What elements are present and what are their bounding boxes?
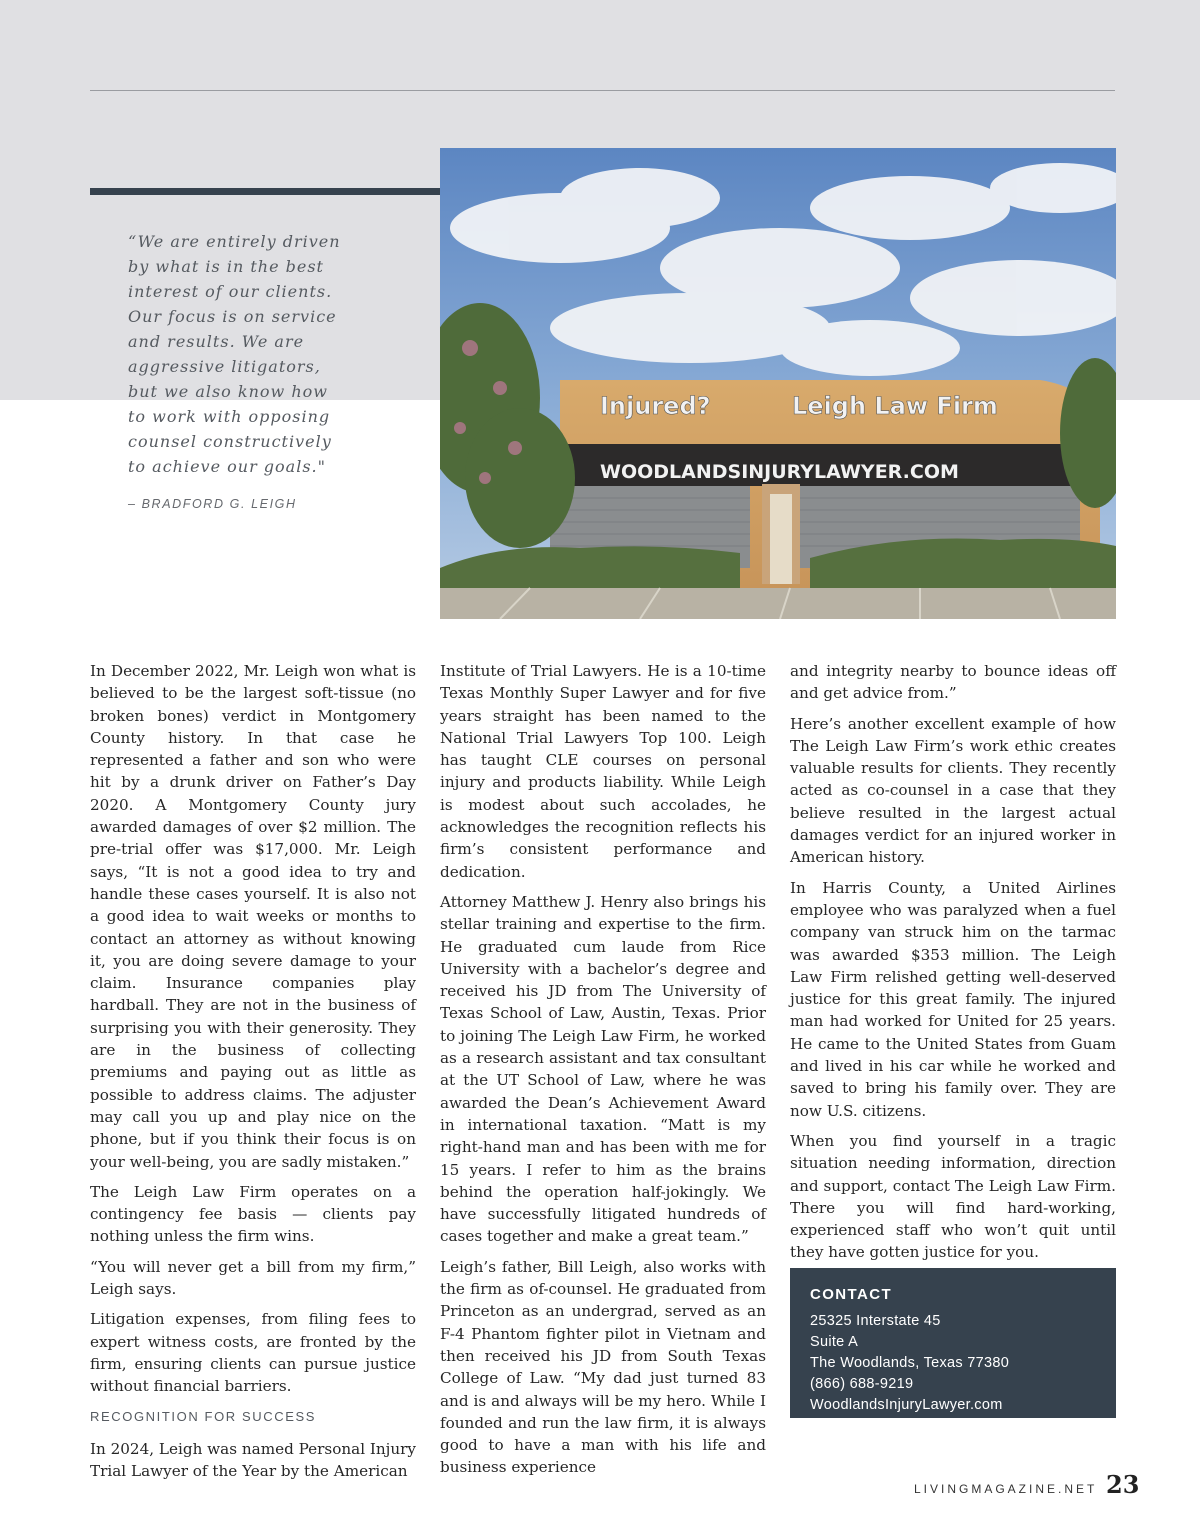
page-number: 23 bbox=[1106, 1470, 1140, 1499]
contact-address-line2: Suite A bbox=[810, 1334, 859, 1350]
quote-accent-bar bbox=[90, 188, 442, 195]
pull-quote: “We are entirely driven by what is in the best interest of our clients. Our focus is on service and results. We are aggressive litigators, but we also know how to work with opposing counsel constructively to achieve our goals." bbox=[128, 232, 341, 476]
law-firm-building-photo bbox=[440, 148, 1116, 619]
article-paragraph: In 2024, Leigh was named Personal Injury Trial Lawyer of the Year by the American bbox=[90, 1439, 416, 1481]
contact-city: The Woodlands, Texas 77380 bbox=[810, 1355, 1010, 1371]
section-subheading: RECOGNITION FOR SUCCESS bbox=[90, 1408, 317, 1424]
article-paragraph: Institute of Trial Lawyers. He is a 10-time Texas Monthly Super Lawyer and for five years straight has been named to the National Trial Lawyers Top 100. Leigh has taught CLE courses on personal injury and products liability. While Leigh is modest about such accolades, he acknowledges the recognition reflects his firm’s consistent performance and dedication. bbox=[440, 662, 766, 881]
contact-phone[interactable]: (866) 688-9219 bbox=[810, 1376, 914, 1392]
sign-firm-text: Leigh Law Firm bbox=[792, 392, 998, 420]
contact-website[interactable]: WoodlandsInjuryLawyer.com bbox=[810, 1397, 1003, 1413]
article-paragraph: and integrity nearby to bounce ideas off and get advice from.” bbox=[790, 662, 1116, 703]
article-paragraph: The Leigh Law Firm operates on a contingency fee basis — clients pay nothing unless the firm wins. bbox=[90, 1182, 416, 1246]
sign-injured-text: Injured? bbox=[600, 392, 711, 420]
article-paragraph: Here’s another excellent example of how The Leigh Law Firm’s work ethic creates valuable results for clients. They recently acted as co-counsel in a case that they believe resulted in the largest actual damages verdict for an injured worker in American history. bbox=[790, 714, 1116, 867]
contact-address-line1: 25325 Interstate 45 bbox=[810, 1313, 941, 1329]
article-paragraph: In December 2022, Mr. Leigh won what is believed to be the largest soft-tissue (no broken bones) verdict in Montgomery County history. In that case he represented a father and son who were hit by a drunk driver on Father’s Day 2020. A Montgomery County jury awarded damages of over $2 million. The pre-trial offer was $17,000. Mr. Leigh says, “It is not a good idea to try and handle these cases yourself. It is also not a good idea to wait weeks or months to contact an attorney as without knowing it, you are doing severe damage to your claim. Insurance companies play hardball. They are not in the business of surprising you with their generosity. They are in the business of collecting premiums and paying out as little as possible to address claims. The adjuster may call you up and play nice on the phone, but if you think their focus is on your well-being, you are sadly mistaken.” bbox=[90, 662, 416, 1171]
article-paragraph: Leigh’s father, Bill Leigh, also works with the firm as of-counsel. He graduated from Princeton as an undergrad, served as an F-4 Phantom fighter pilot in Vietnam and then received his JD from South Texas College of Law. “My dad just turned 83 and is and always will be my hero. While I founded and run the law firm, it is always good to have a man with his life and business experience bbox=[440, 1257, 766, 1477]
article-paragraph: Litigation expenses, from filing fees to expert witness costs, are fronted by the firm, ensuring clients can pursue justice without financial barriers. bbox=[90, 1310, 416, 1396]
article-column-1 bbox=[90, 660, 416, 1490]
pull-quote-attribution: – BRADFORD G. LEIGH bbox=[128, 497, 297, 511]
article-paragraph: When you find yourself in a tragic situation needing information, direction and support, contact The Leigh Law Firm. There you will find hard-working, experienced staff who won’t quit until they have gotten justice for you. bbox=[790, 1131, 1116, 1262]
footer-site-name: LIVINGMAGAZINE.NET bbox=[914, 1482, 1098, 1496]
sign-url-text: WOODLANDSINJURYLAWYER.COM bbox=[600, 461, 959, 483]
contact-heading: CONTACT bbox=[810, 1286, 893, 1303]
article-paragraph: “You will never get a bill from my firm,” Leigh says. bbox=[90, 1257, 416, 1299]
top-divider bbox=[90, 90, 1115, 91]
article-column-2 bbox=[440, 660, 766, 1487]
article-paragraph: Attorney Matthew J. Henry also brings his stellar training and expertise to the firm. He graduated cum laude from Rice University with a bachelor’s degree and received his JD from The University of Texas School of Law, Austin, Texas. Prior to joining The Leigh Law Firm, he worked as a research assistant and tax consultant at the UT School of Law, where he was awarded the Dean’s Achievement Award in international taxation. “Matt is my right-hand man and has been with me for 15 years. I refer to him as the brains behind the operation half-jokingly. We have successfully litigated hundreds of cases together and make a great team.” bbox=[440, 892, 766, 1246]
article-column-3 bbox=[790, 660, 1116, 1272]
article-paragraph: In Harris County, a United Airlines employee who was paralyzed when a fuel company van struck him on the tarmac was awarded $353 million. The Leigh Law Firm relished getting well-deserved justice for this great family. The injured man had worked for United for 25 years. He came to the United States from Guam and lived in his car while he worked and saved to bring his family over. They are now U.S. citizens. bbox=[790, 878, 1116, 1120]
contact-box bbox=[790, 1268, 1116, 1418]
